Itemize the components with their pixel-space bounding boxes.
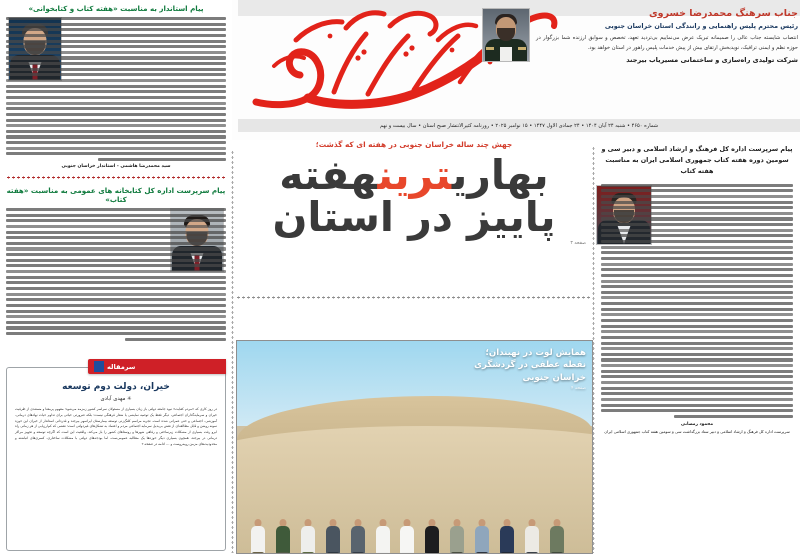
- photo-caption-line-2: نقطه عطفی در گردشگری: [474, 360, 586, 371]
- ad-signer: شرکت تولیدی راه‌سازی و ساختمانی مسیریاب بیرجند: [626, 56, 798, 65]
- column-separator-left: [231, 150, 234, 553]
- ad-portrait-photo: [482, 8, 530, 62]
- culture-message-body: [594, 184, 800, 418]
- library-message-article: [6, 186, 226, 343]
- editorial-ribbon-square: [94, 361, 104, 372]
- congratulation-ad: [478, 8, 798, 116]
- center-divider-dots: [236, 296, 591, 299]
- culture-signature: [594, 422, 800, 435]
- governor-signature: سید محمدرضا هاشمی - استاندار خراسان جنوبی: [61, 164, 171, 170]
- library-message-body: [6, 208, 226, 341]
- editorial-ribbon-label: سرمقاله: [107, 362, 136, 371]
- library-message-title: پیام سرپرست اداره کل کتابخانه های عمومی به مناسبت «هفته کتاب»: [6, 186, 226, 204]
- main-photo: [236, 340, 593, 554]
- library-head-portrait: [170, 208, 224, 272]
- headline-word-3: هفته: [279, 151, 378, 199]
- governor-message-article: [6, 4, 226, 169]
- culture-signature-role: سرپرست اداره کل فرهنگ و ارشاد اسلامی و دبیر ستاد بزرگداشت سی و سومین هفته کتاب جمهوری اسلامی ایران: [604, 428, 790, 434]
- editorial-body: در روز کاری که «مردم کفایت» نبود جامعه دولتی باز زبان بسیاری از مسئولان سراسر کشور زمزمه می‌شود؛ مفهوم پرمعنا و مستندی از ظرفیت خیران و سرمایه‌گذاران اجتماعی، دیگر فقط یک توصیه نمایشی یا شعار فرهنگی نیست؛ بلکه ضرورتی حیاتی برای تداوم حیات نهادهای درمانی، آموزشی، اجتماعی و حتی عمرانی شده است. تجربه مراسم کلنگ‌زنی توسعه بیمارستان ایرانمهر بیرجند و قدردانی استاندار از خیران این حوزه نمونه روشن و قابل مطالعه‌ای از نقش بی‌بدیل سرمایه اجتماعی مردم و اعتماد به تشکل‌های غیردولتی است؛ نقشی که کم‌ارزیابی از هر زمانی راه ابرو رفت بسیاری از مشکلات زیرساختی و رفاهی شهرها و روستاهای کشور را باز می‌کند. واقعیت این است که اگرچه توسعه و تجهیز مراکز درمانی در بیرجند، همچون بسیاری دیگر حوزه‌ها یک مطالبه عمومی‌ست، اما بودجه‌های دولتی با مشکلات ساختاری، کسری‌های انباشته و محدودیت‌های مزمن روبه‌روست و … ادامه در صفحه ۲: [15, 407, 217, 446]
- headline-word-red: ترین: [377, 151, 452, 199]
- editorial-title: خیران، دولت دوم توسعه: [62, 382, 170, 392]
- culture-message-title: پیام سرپرست اداره کل فرهنگ و ارشاد اسلامی و دبیر سی و سومین دوره هفته کتاب جمهوری اسلامی ایران به مناسبت هفته کتاب: [601, 145, 793, 176]
- photo-people-group: [237, 422, 592, 520]
- photo-caption-line-1: همایش لوت در نهبندان؛: [485, 348, 586, 358]
- culture-signature-name: محمود رمضانی: [681, 421, 713, 427]
- left-divider-dots: [6, 176, 226, 179]
- main-headline: [236, 151, 592, 241]
- center-column: [236, 136, 592, 557]
- governor-message-title: پیام استاندار به مناسبت «هفته کتاب و کتابخوانی»: [28, 4, 204, 13]
- photo-caption: [410, 347, 586, 393]
- governor-portrait: [8, 17, 62, 81]
- photo-caption-line-3: خراسان جنوبی: [522, 372, 586, 383]
- issue-date-strip: [238, 119, 800, 132]
- left-column: [0, 0, 232, 557]
- headline-line-2: پاییز در استان: [272, 192, 556, 241]
- photo-caption-page-ref: صفحه ۴: [571, 386, 586, 392]
- right-column: [594, 140, 800, 557]
- ad-honoree-role: رئیس محترم پلیس راهنمایی و رانندگی استان خراسان جنوبی: [604, 22, 798, 30]
- editorial-author: ✳ مهدی آبادی: [100, 396, 132, 402]
- editorial-box: [6, 362, 226, 551]
- headline-page-ref: صفحه ۳: [570, 240, 586, 246]
- headline-word-1: بهاری: [451, 151, 549, 199]
- editorial-ribbon: [88, 359, 226, 374]
- issue-date-text: شماره ۴۶۵۰ • شنبه ۲۴ آبان ۱۴۰۴ • ۲۴ جمادی الاول ۱۴۴۷ • ۱۵ نوامبر ۲۰۲۵ • روزنامه کثیرالانتشار صبح استان • سال بیست و نهم: [379, 122, 659, 129]
- ad-honoree-name: جناب سرهنگ محمدرضا خسروی: [648, 8, 798, 19]
- ad-body-text: انتصاب شایسته جناب عالی را صمیمانه تبریک عرض می‌نماییم بی‌تردید تعهد، تخصص و سوابق ارزنده شما بزرگوار در حوزه نظم و ایمنی ترافیک، نویدبخش ارتقای بیش از پیش خدمات پلیس راهور در استان خواهد بود.: [536, 35, 798, 51]
- headline-kicker: جهش چند ساله خراسان جنوبی در هفته ای که گذشت؛: [315, 140, 513, 149]
- culture-message-article: [594, 144, 800, 435]
